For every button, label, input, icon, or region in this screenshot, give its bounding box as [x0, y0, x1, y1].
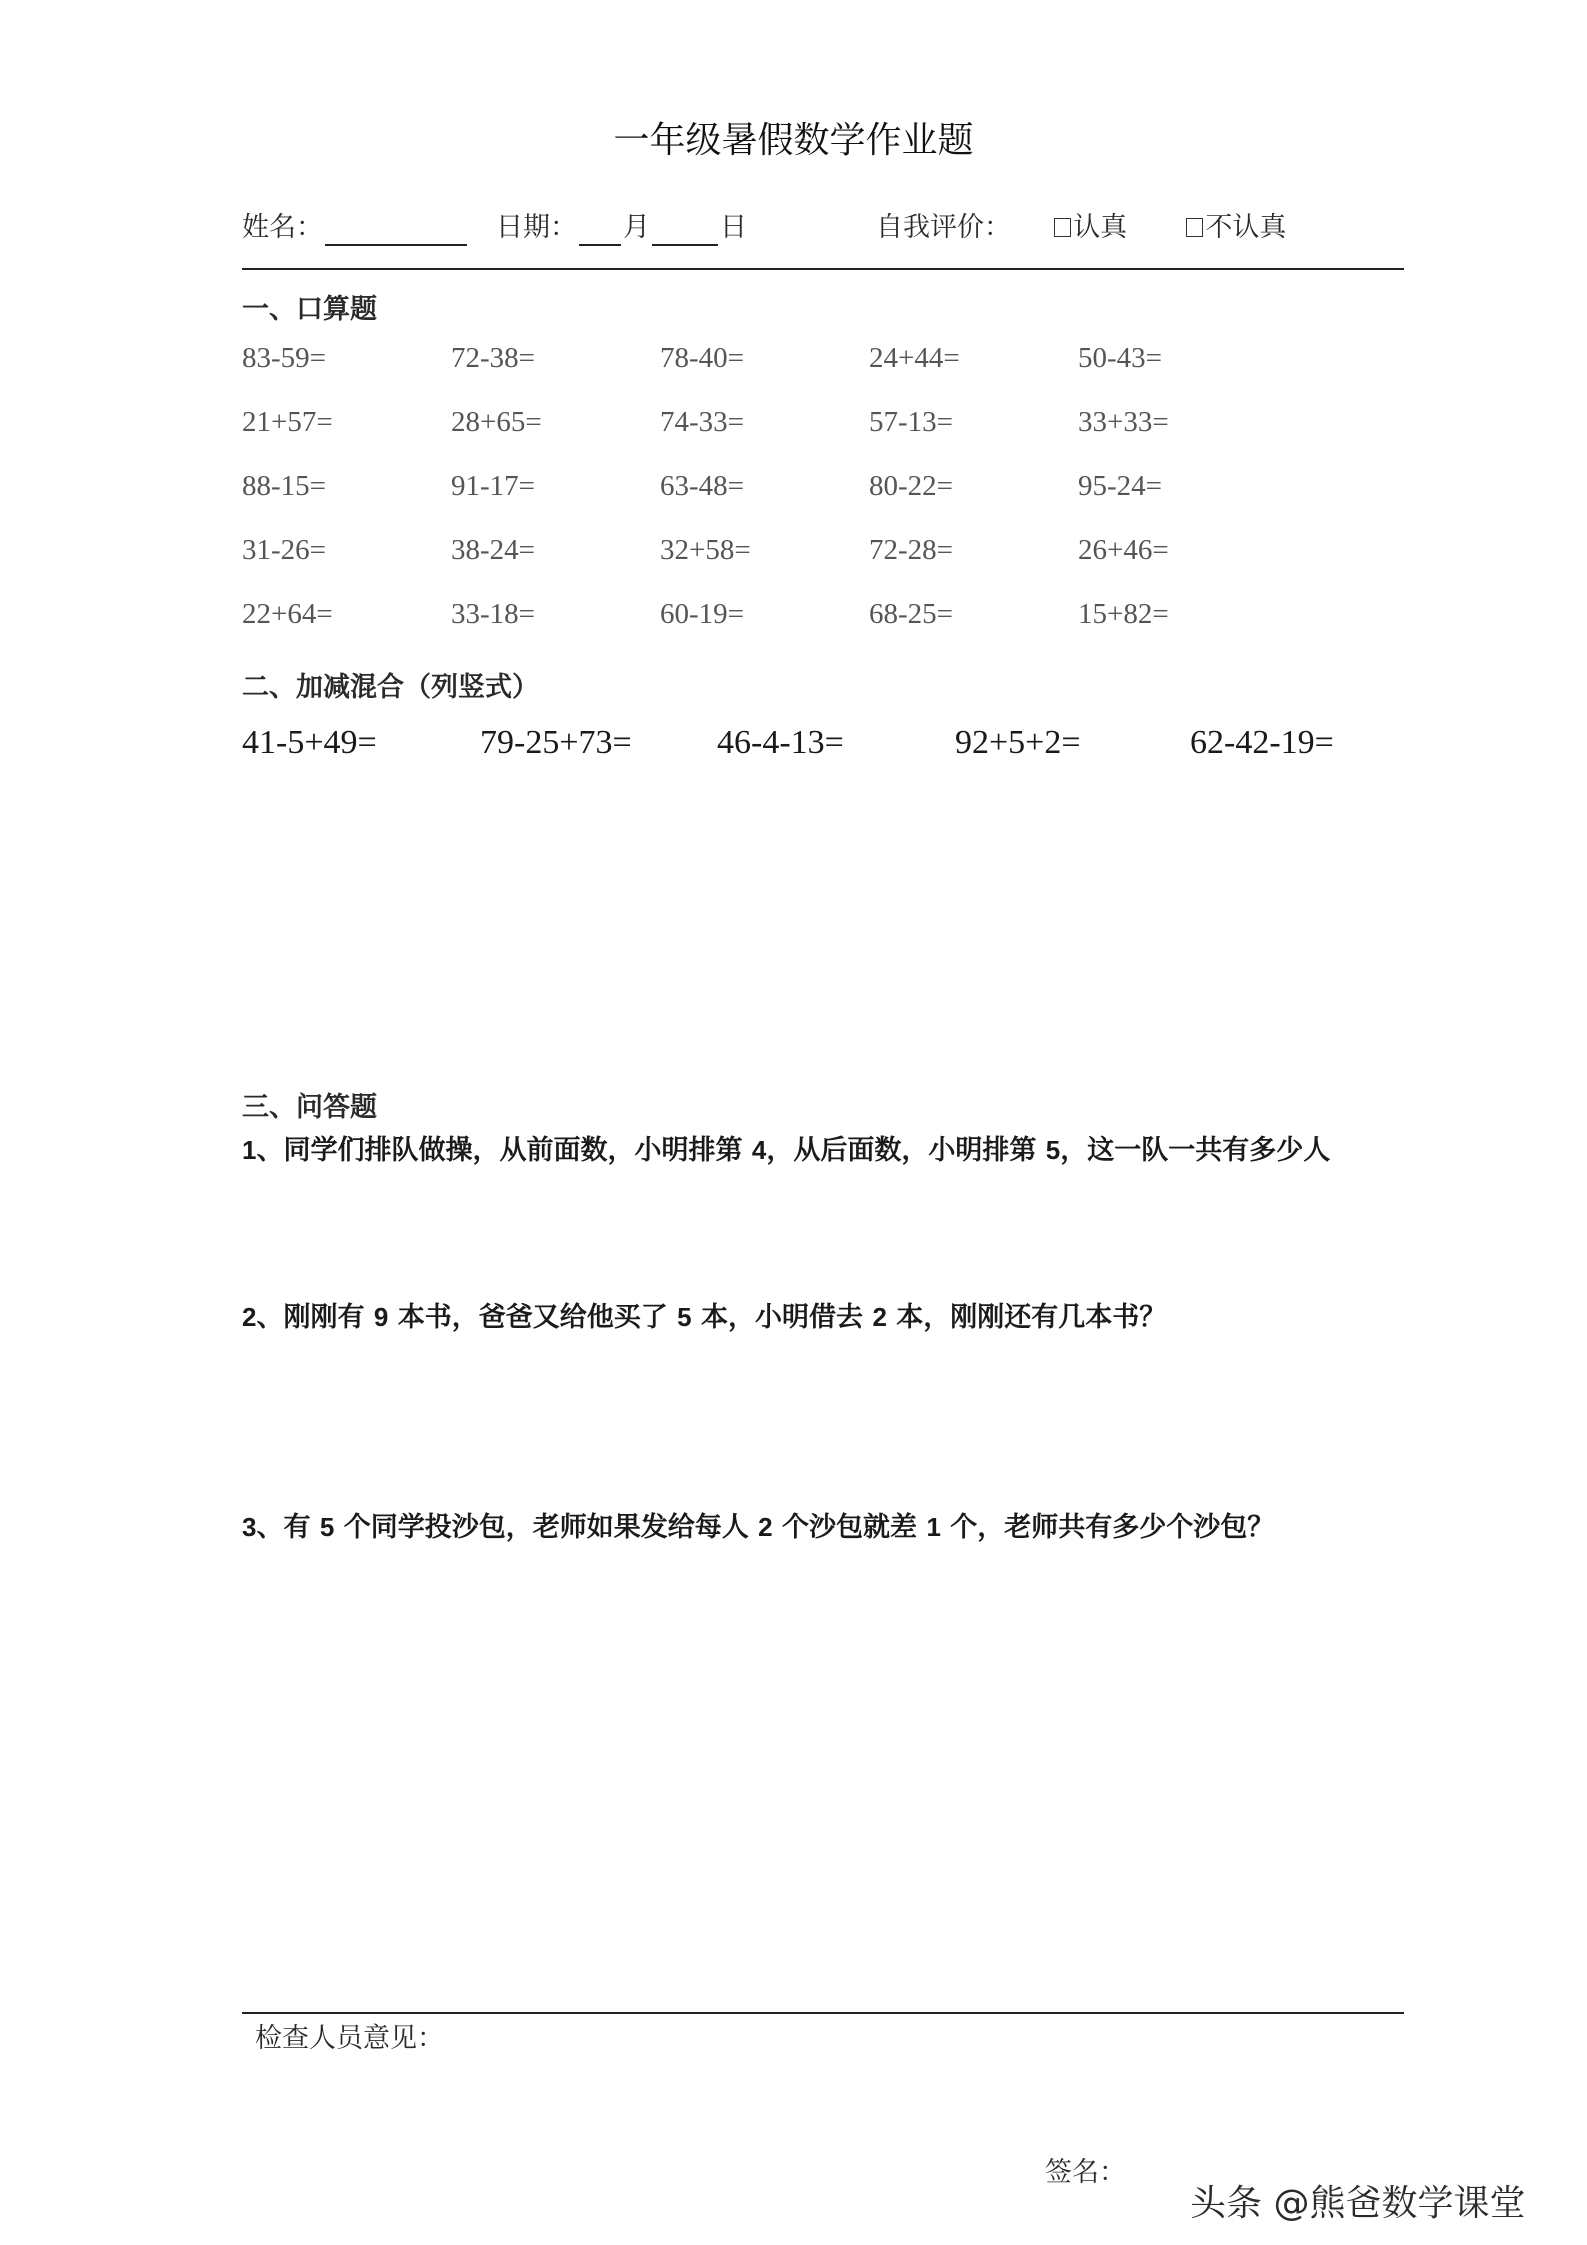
date-field: [496, 210, 747, 246]
self-eval: [876, 210, 1286, 246]
oral-item: 38-24=: [451, 534, 536, 566]
mixed-item: 92+5+2=: [955, 724, 1081, 761]
month-label: 月: [623, 212, 650, 243]
mixed-item: 46-4-13=: [717, 724, 844, 761]
inspector-label: 检查人员意见：: [255, 2023, 444, 2054]
mixed-item: 79-25+73=: [480, 724, 632, 761]
checkbox-icon[interactable]: [1054, 218, 1071, 237]
oral-item: 26+46=: [1078, 534, 1169, 566]
page-title: 一年级暑假数学作业题: [613, 120, 974, 161]
name-blank[interactable]: [325, 216, 467, 246]
name-label: 姓名：: [242, 212, 323, 243]
signature-label: 签名：: [1045, 2157, 1126, 2188]
watermark: 头条 @熊爸数学课堂: [1190, 2183, 1526, 2224]
oral-item: 28+65=: [451, 406, 542, 438]
date-label: 日期：: [496, 212, 577, 243]
oral-item: 60-19=: [660, 598, 745, 630]
eval-option-not-serious[interactable]: 不认真: [1186, 212, 1286, 243]
eval-option-serious[interactable]: 认真: [1054, 212, 1127, 243]
oral-item: 91-17=: [451, 470, 536, 502]
oral-item: 88-15=: [242, 470, 327, 502]
oral-item: 78-40=: [660, 342, 745, 374]
oral-item: 33+33=: [1078, 406, 1169, 438]
oral-item: 80-22=: [869, 470, 954, 502]
section-qa-heading: 三、问答题: [242, 1092, 377, 1123]
question-1: 1、同学们排队做操，从前面数，小明排第 4，从后面数，小明排第 5，这一队一共有多少人: [242, 1135, 1331, 1166]
oral-item: 74-33=: [660, 406, 745, 438]
oral-item: 22+64=: [242, 598, 333, 630]
oral-item: 15+82=: [1078, 598, 1169, 630]
oral-item: 24+44=: [869, 342, 960, 374]
question-2: 2、刚刚有 9 本书，爸爸又给他买了 5 本，小明借去 2 本，刚刚还有几本书？: [242, 1302, 1167, 1333]
header-divider: [242, 268, 1404, 270]
oral-item: 68-25=: [869, 598, 954, 630]
checkbox-icon[interactable]: [1186, 218, 1203, 237]
mixed-item: 62-42-19=: [1190, 724, 1334, 761]
oral-item: 57-13=: [869, 406, 954, 438]
mixed-item: 41-5+49=: [242, 724, 377, 761]
oral-item: 50-43=: [1078, 342, 1163, 374]
day-label: 日: [720, 212, 747, 243]
oral-item: 72-38=: [451, 342, 536, 374]
oral-item: 32+58=: [660, 534, 751, 566]
section-oral-heading: 一、口算题: [242, 294, 377, 325]
footer-divider: [242, 2012, 1404, 2014]
oral-item: 21+57=: [242, 406, 333, 438]
name-field: [242, 210, 469, 246]
section-mixed-heading: 二、加减混合（列竖式）: [242, 672, 539, 703]
oral-item: 31-26=: [242, 534, 327, 566]
oral-item: 83-59=: [242, 342, 327, 374]
oral-item: 72-28=: [869, 534, 954, 566]
oral-item: 33-18=: [451, 598, 536, 630]
oral-item: 63-48=: [660, 470, 745, 502]
question-3: 3、有 5 个同学投沙包，老师如果发给每人 2 个沙包就差 1 个，老师共有多少个沙包？: [242, 1512, 1275, 1543]
eval-label: 自我评价：: [876, 212, 1011, 243]
oral-item: 95-24=: [1078, 470, 1163, 502]
day-blank[interactable]: [652, 216, 718, 246]
month-blank[interactable]: [579, 216, 621, 246]
